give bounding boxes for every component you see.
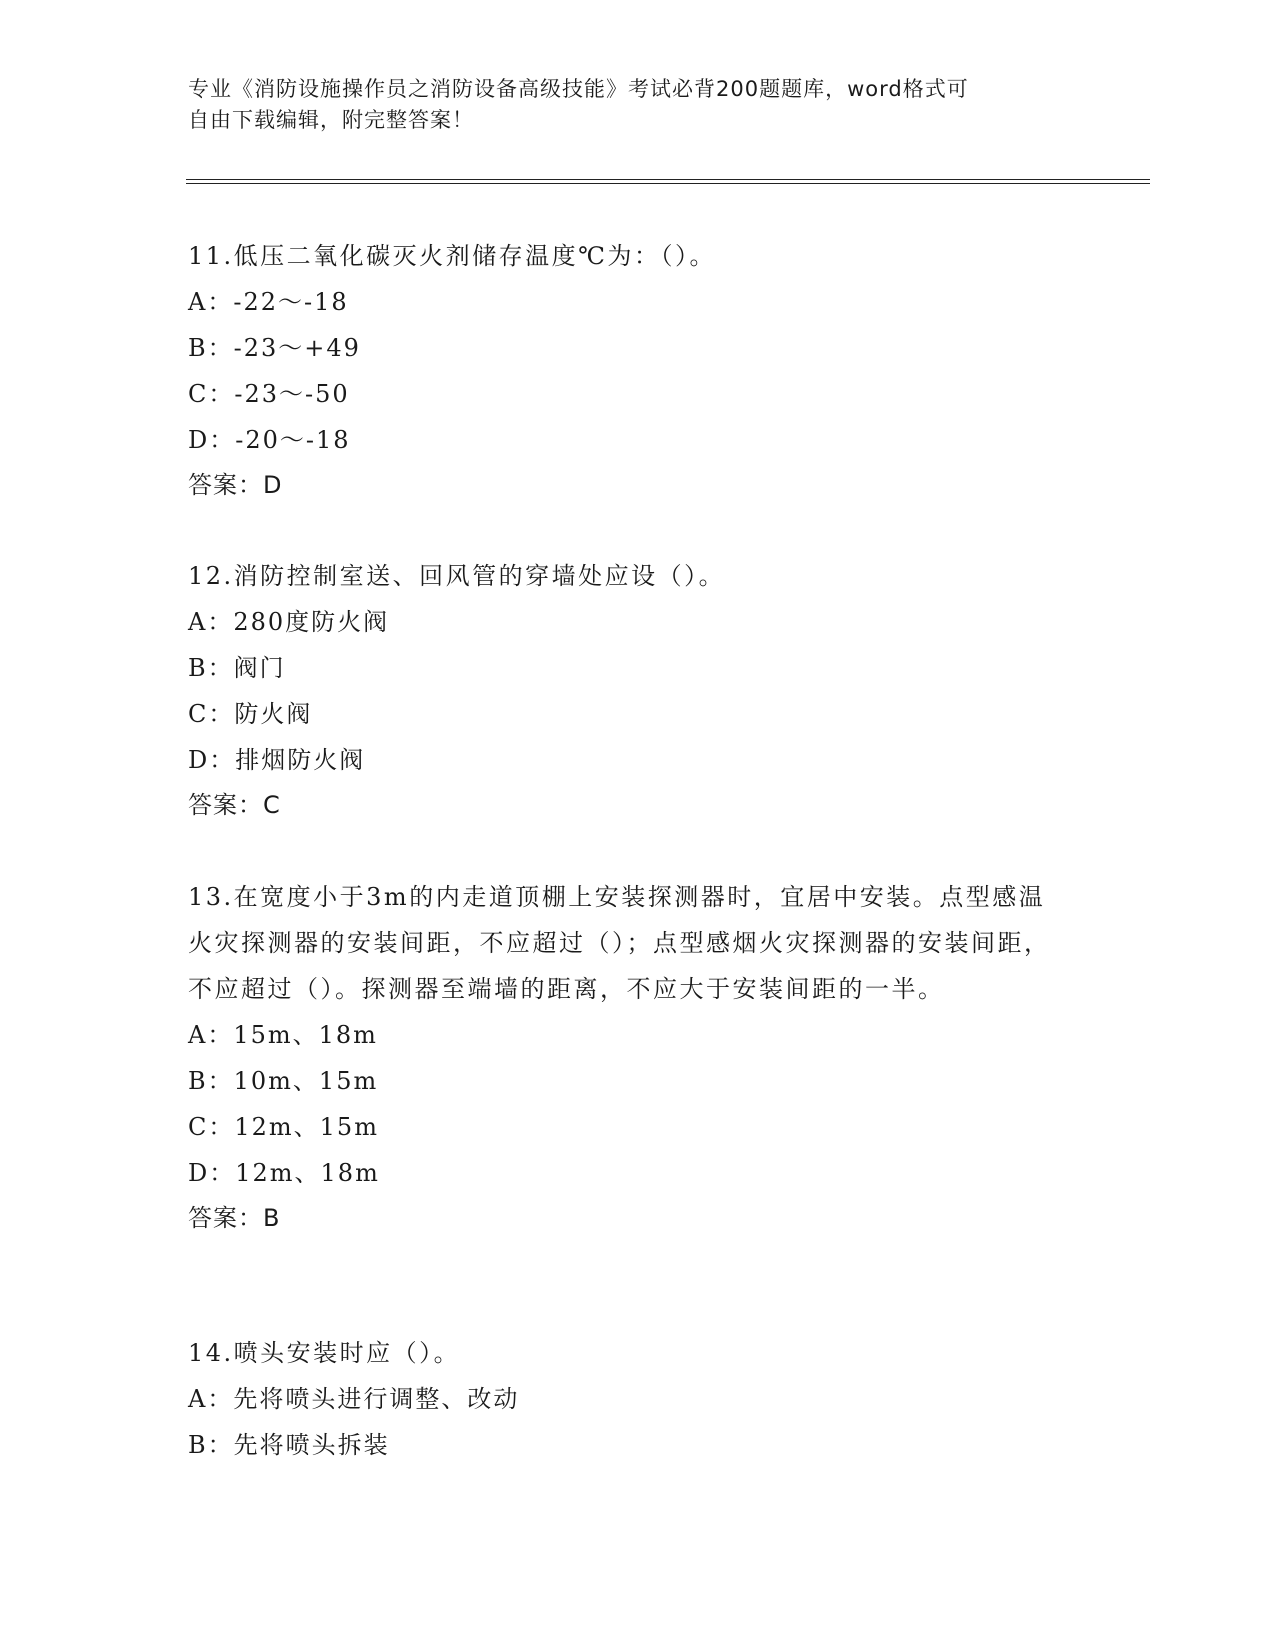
option-c: C：防火阀: [188, 700, 313, 728]
option-a: A：先将喷头进行调整、改动: [188, 1385, 520, 1413]
header-divider-bottom: [186, 183, 1150, 184]
answer: 答案：B: [188, 1204, 281, 1232]
document-header: [188, 74, 1068, 136]
question-12: [188, 553, 1068, 827]
question-text: 13.在宽度小于3m的内走道顶棚上安装探测器时，宜居中安装。点型感温火灾探测器的安装间距，不应超过（）；点型感烟火灾探测器的安装间距，不应超过（）。探测器至端墙的距离，不应大于安装间距的一半。: [188, 883, 1051, 1003]
option-a: A：15m、18m: [188, 1021, 378, 1049]
question-14: [188, 1330, 1068, 1468]
question-text: 12.消防控制室送、回风管的穿墙处应设（）。: [188, 562, 726, 590]
option-d: D：12m、18m: [188, 1159, 380, 1187]
answer: 答案：C: [188, 791, 281, 819]
option-a: A：-22～-18: [188, 288, 349, 316]
question-11: [188, 233, 1068, 507]
option-a: A：280度防火阀: [188, 608, 390, 636]
option-b: B：10m、15m: [188, 1067, 379, 1095]
option-d: D：-20～-18: [188, 426, 351, 454]
header-line-1: 专业《消防设施操作员之消防设备高级技能》考试必背200题题库，word格式可: [188, 77, 969, 101]
option-c: C：-23～-50: [188, 380, 350, 408]
option-b: B：阀门: [188, 654, 286, 682]
option-c: C：12m、15m: [188, 1113, 379, 1141]
question-13: [188, 874, 1068, 1240]
question-text: 14.喷头安装时应（）。: [188, 1339, 461, 1367]
option-b: B：-23～+49: [188, 334, 361, 362]
question-text: 11.低压二氧化碳灭火剂储存温度℃为：（）。: [188, 242, 717, 270]
header-divider-top: [186, 179, 1150, 180]
option-b: B：先将喷头拆装: [188, 1431, 390, 1459]
header-line-2: 自由下载编辑，附完整答案！: [188, 108, 474, 132]
option-d: D：排烟防火阀: [188, 746, 366, 774]
answer: 答案：D: [188, 471, 283, 499]
